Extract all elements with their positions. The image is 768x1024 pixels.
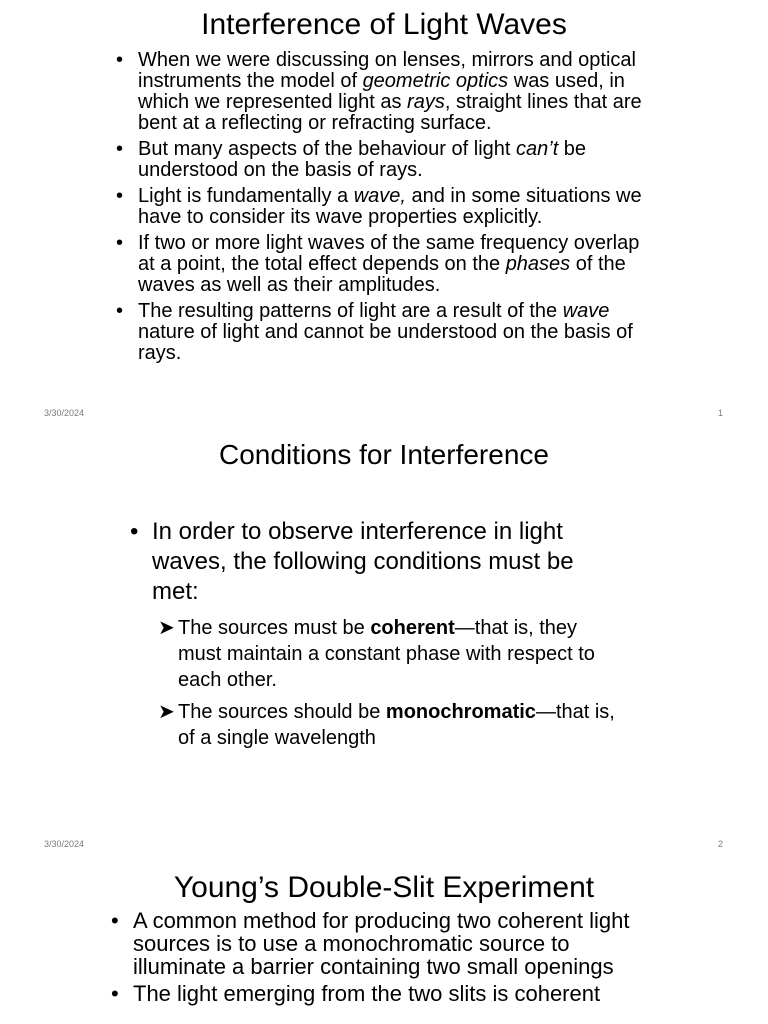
slide-date: 3/30/2024 bbox=[44, 839, 85, 849]
text-run: —that is, they must maintain a constant phase with respect to each other. bbox=[178, 617, 595, 691]
list-item bbox=[130, 517, 622, 607]
slide-1 bbox=[0, 0, 768, 425]
emphasis-text: can’t bbox=[516, 138, 559, 160]
text-run: If two or more light waves of the same frequency overlap at a point, the total effect depends on the bbox=[138, 232, 640, 275]
text-run: , straight lines that are bent at a reflecting or refracting surface. bbox=[138, 91, 642, 134]
text-run: Light is fundamentally a bbox=[138, 185, 354, 207]
list-item bbox=[116, 138, 658, 181]
list-item bbox=[111, 981, 653, 1006]
list-item bbox=[111, 908, 653, 979]
sub-point-text bbox=[178, 617, 595, 691]
list-item bbox=[116, 185, 658, 228]
list-item bbox=[116, 300, 658, 364]
text-run: The sources should be bbox=[178, 701, 386, 723]
sub-point bbox=[154, 699, 624, 751]
emphasis-text: geometric optics bbox=[362, 70, 509, 92]
slide-title: Conditions for Interference bbox=[219, 439, 549, 470]
page-number: 2 bbox=[718, 839, 724, 849]
emphasis-text: wave bbox=[562, 300, 610, 322]
page-number: 1 bbox=[718, 408, 724, 418]
bullet-glyph: • bbox=[111, 908, 119, 933]
text-run: When we were discussing on lenses, mirrors and optical instruments the model of bbox=[138, 49, 636, 92]
text-run: But many aspects of the behaviour of light bbox=[138, 138, 516, 160]
bullet-list bbox=[111, 908, 653, 1009]
bullet-text bbox=[138, 49, 642, 134]
sub-point bbox=[154, 615, 624, 693]
bullet-text: In order to observe interference in light waves, the following conditions must be met: bbox=[152, 518, 574, 605]
bullet-list bbox=[130, 517, 622, 607]
text-run: nature of light and cannot be understood on the basis of rays. bbox=[138, 321, 633, 364]
bullet-text: The light emerging from the two slits is coherent bbox=[133, 981, 601, 1006]
sub-list bbox=[154, 615, 624, 757]
slide-title: Young’s Double-Slit Experiment bbox=[173, 871, 595, 904]
text-run: be understood on the basis of rays. bbox=[138, 138, 587, 181]
bullet-text bbox=[138, 232, 639, 296]
emphasis-text: wave, bbox=[353, 185, 406, 207]
bold-text: monochromatic bbox=[385, 701, 536, 723]
bullet-glyph: • bbox=[116, 232, 124, 254]
bullet-text bbox=[138, 138, 586, 181]
text-run: of the waves as well as their amplitudes. bbox=[138, 253, 626, 296]
emphasis-text: rays bbox=[407, 91, 445, 113]
bullet-glyph: • bbox=[111, 981, 119, 1006]
slide-title: Interference of Light Waves bbox=[201, 8, 567, 41]
arrow-bullet-icon: ➤ bbox=[158, 617, 175, 639]
sub-point-text bbox=[178, 701, 615, 749]
emphasis-text: phases bbox=[505, 253, 571, 275]
bullet-glyph: • bbox=[116, 300, 124, 322]
text-run: and in some situations we have to consider its wave properties explicitly. bbox=[138, 185, 642, 228]
text-run: —that is, of a single wavelength bbox=[178, 701, 615, 749]
bullet-glyph: • bbox=[116, 138, 124, 160]
bullet-text bbox=[138, 300, 633, 364]
slide-2 bbox=[0, 425, 768, 857]
list-item bbox=[116, 49, 658, 134]
bullet-glyph: • bbox=[116, 185, 124, 207]
bold-text: coherent bbox=[370, 617, 455, 639]
bullet-glyph: • bbox=[130, 518, 139, 545]
arrow-bullet-icon: ➤ bbox=[158, 701, 175, 723]
text-run: The resulting patterns of light are a result of the bbox=[138, 300, 563, 322]
slide-3 bbox=[0, 857, 768, 1024]
bullet-glyph: • bbox=[116, 49, 124, 71]
slide-date: 3/30/2024 bbox=[44, 408, 85, 418]
list-item bbox=[116, 232, 658, 296]
text-run: The sources must be bbox=[178, 617, 371, 639]
bullet-text: A common method for producing two coherent light sources is to use a monochromatic source to illuminate a barrier containing two small openings bbox=[133, 908, 630, 979]
bullet-list bbox=[116, 49, 658, 369]
bullet-text bbox=[138, 185, 642, 228]
text-run: was used, in which we represented light as bbox=[138, 70, 625, 113]
